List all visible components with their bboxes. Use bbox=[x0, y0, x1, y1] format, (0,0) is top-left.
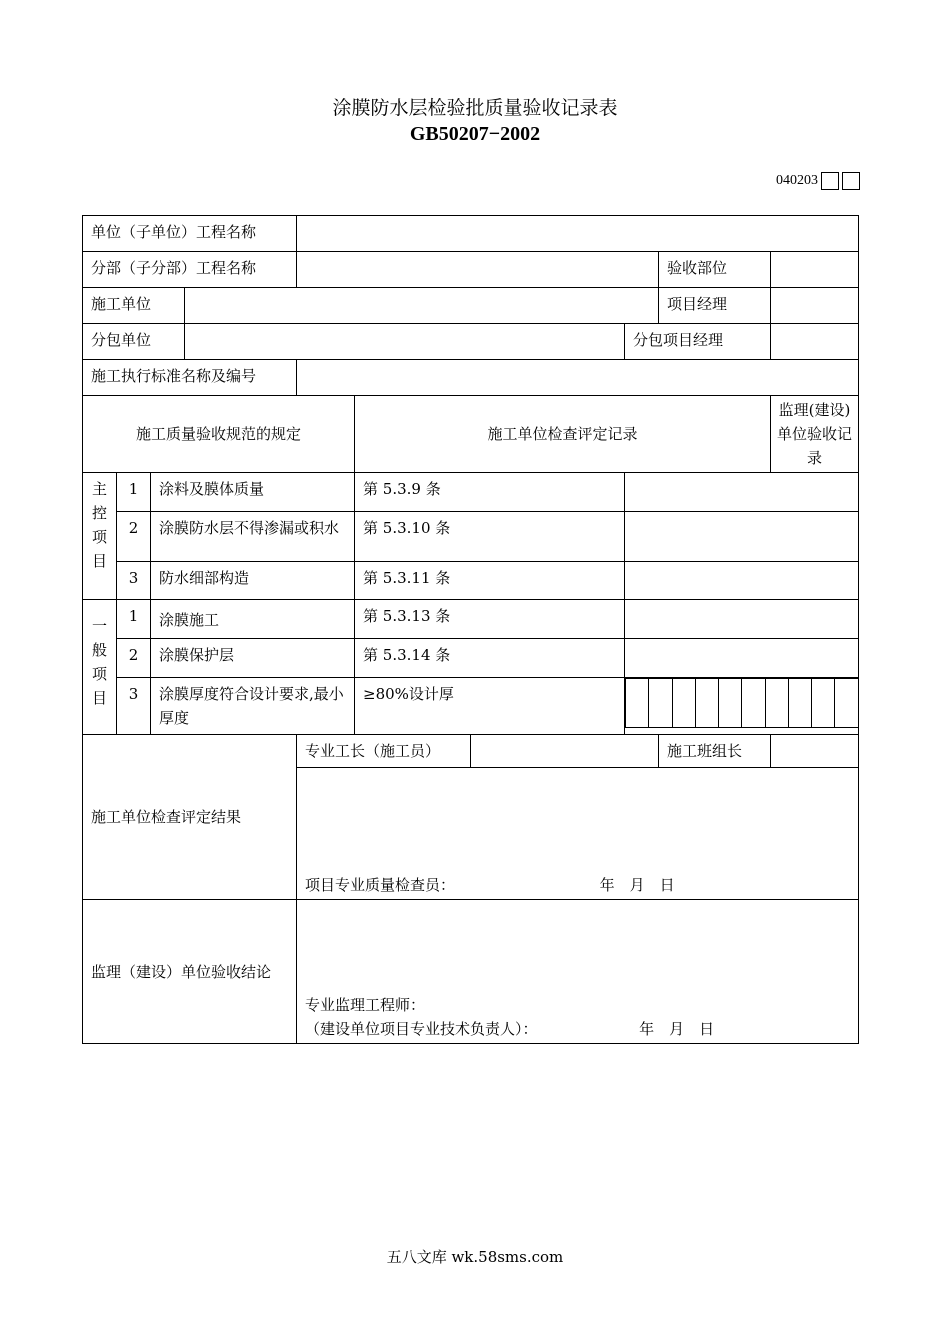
row-unit-project bbox=[83, 216, 859, 252]
row-standard bbox=[83, 360, 859, 396]
item-clause: 第 5.3.10 条 bbox=[355, 512, 625, 562]
sub-project-manager-label: 分包项目经理 bbox=[625, 324, 771, 360]
measure-cell[interactable] bbox=[835, 679, 858, 728]
conclusion-content[interactable] bbox=[297, 900, 859, 1044]
foreman-value[interactable] bbox=[471, 735, 659, 768]
measure-cell[interactable] bbox=[672, 679, 695, 728]
standard-value[interactable] bbox=[297, 360, 859, 396]
unit-project-label: 单位（子单位）工程名称 bbox=[83, 216, 297, 252]
row-column-headers bbox=[83, 396, 859, 473]
item-no: 1 bbox=[117, 600, 151, 639]
row-subproject bbox=[83, 252, 859, 288]
subcontractor-value[interactable] bbox=[185, 324, 625, 360]
measure-cell[interactable] bbox=[788, 679, 811, 728]
thickness-measure-cells bbox=[625, 678, 859, 735]
item-clause: ≥80%设计厚 bbox=[355, 678, 625, 735]
project-manager-label: 项目经理 bbox=[659, 288, 771, 324]
footer-watermark: 五八文库 wk.58sms.com bbox=[386, 1248, 564, 1266]
owner-label: （建设单位项目专业技术负责人）： bbox=[305, 1020, 538, 1038]
supervision-header: 监理(建设)单位验收记录 bbox=[771, 396, 859, 473]
general-item-row bbox=[83, 678, 859, 735]
item-name: 涂料及膜体质量 bbox=[151, 473, 355, 512]
sub-project-manager-value[interactable] bbox=[771, 324, 859, 360]
general-item-row bbox=[83, 600, 859, 639]
conclusion-label: 监理（建设）单位验收结论 bbox=[83, 900, 297, 1044]
result-label: 施工单位检查评定结果 bbox=[83, 735, 297, 900]
general-items-group-label: 一 般 项 目 bbox=[83, 600, 117, 735]
acceptance-part-label: 验收部位 bbox=[659, 252, 771, 288]
measure-cell[interactable] bbox=[649, 679, 672, 728]
project-manager-value[interactable] bbox=[771, 288, 859, 324]
measure-cell[interactable] bbox=[626, 679, 649, 728]
general-item-row bbox=[83, 639, 859, 678]
subproject-value[interactable] bbox=[297, 252, 659, 288]
result-date: 年 月 日 bbox=[599, 876, 675, 894]
page-title: 涂膜防水层检验批质量验收记录表 bbox=[332, 97, 618, 119]
item-check-record[interactable] bbox=[625, 639, 859, 678]
construction-unit-value[interactable] bbox=[185, 288, 659, 324]
acceptance-part-value[interactable] bbox=[771, 252, 859, 288]
measure-cell[interactable] bbox=[742, 679, 765, 728]
row-conclusion bbox=[83, 900, 859, 1044]
team-leader-value[interactable] bbox=[771, 735, 859, 768]
main-item-row bbox=[83, 562, 859, 600]
subproject-label: 分部（子分部）工程名称 bbox=[83, 252, 297, 288]
item-check-record[interactable] bbox=[625, 512, 859, 562]
spec-header: 施工质量验收规范的规定 bbox=[83, 396, 355, 473]
measure-cell[interactable] bbox=[812, 679, 835, 728]
item-clause: 第 5.3.14 条 bbox=[355, 639, 625, 678]
standard-code: GB50207−2002 bbox=[409, 123, 541, 145]
doc-number-text: 040203 bbox=[776, 173, 818, 188]
main-item-row bbox=[83, 473, 859, 512]
engineer-label: 专业监理工程师： bbox=[305, 996, 426, 1014]
doc-number bbox=[776, 172, 860, 190]
item-name: 涂膜施工 bbox=[151, 600, 355, 639]
item-check-record[interactable] bbox=[625, 473, 859, 512]
unit-project-value[interactable] bbox=[297, 216, 859, 252]
item-no: 3 bbox=[117, 678, 151, 735]
doc-number-box-1[interactable] bbox=[821, 172, 839, 190]
item-name: 涂膜保护层 bbox=[151, 639, 355, 678]
item-clause: 第 5.3.9 条 bbox=[355, 473, 625, 512]
item-name: 涂膜防水层不得渗漏或积水 bbox=[151, 512, 355, 562]
row-foreman bbox=[83, 735, 859, 768]
standard-label: 施工执行标准名称及编号 bbox=[83, 360, 297, 396]
item-clause: 第 5.3.13 条 bbox=[355, 600, 625, 639]
acceptance-form bbox=[82, 215, 859, 1044]
foreman-label: 专业工长（施工员） bbox=[297, 735, 471, 768]
item-check-record[interactable] bbox=[625, 562, 859, 600]
conclusion-date: 年 月 日 bbox=[639, 1020, 715, 1038]
inspector-label: 项目专业质量检查员： bbox=[305, 876, 456, 894]
check-record-header: 施工单位检查评定记录 bbox=[355, 396, 771, 473]
item-name: 防水细部构造 bbox=[151, 562, 355, 600]
row-subcontractor bbox=[83, 324, 859, 360]
item-clause: 第 5.3.11 条 bbox=[355, 562, 625, 600]
construction-unit-label: 施工单位 bbox=[83, 288, 185, 324]
item-check-record[interactable] bbox=[625, 600, 859, 639]
measure-cell[interactable] bbox=[695, 679, 718, 728]
item-no: 2 bbox=[117, 639, 151, 678]
doc-number-box-2[interactable] bbox=[842, 172, 860, 190]
main-item-row bbox=[83, 512, 859, 562]
main-items-group-label: 主 控 项 目 bbox=[83, 473, 117, 600]
row-construction-unit bbox=[83, 288, 859, 324]
measure-cell[interactable] bbox=[765, 679, 788, 728]
measure-cell[interactable] bbox=[719, 679, 742, 728]
item-name: 涂膜厚度符合设计要求,最小厚度 bbox=[151, 678, 355, 735]
result-content[interactable] bbox=[297, 768, 859, 900]
team-leader-label: 施工班组长 bbox=[659, 735, 771, 768]
item-no: 3 bbox=[117, 562, 151, 600]
subcontractor-label: 分包单位 bbox=[83, 324, 185, 360]
item-no: 2 bbox=[117, 512, 151, 562]
item-no: 1 bbox=[117, 473, 151, 512]
